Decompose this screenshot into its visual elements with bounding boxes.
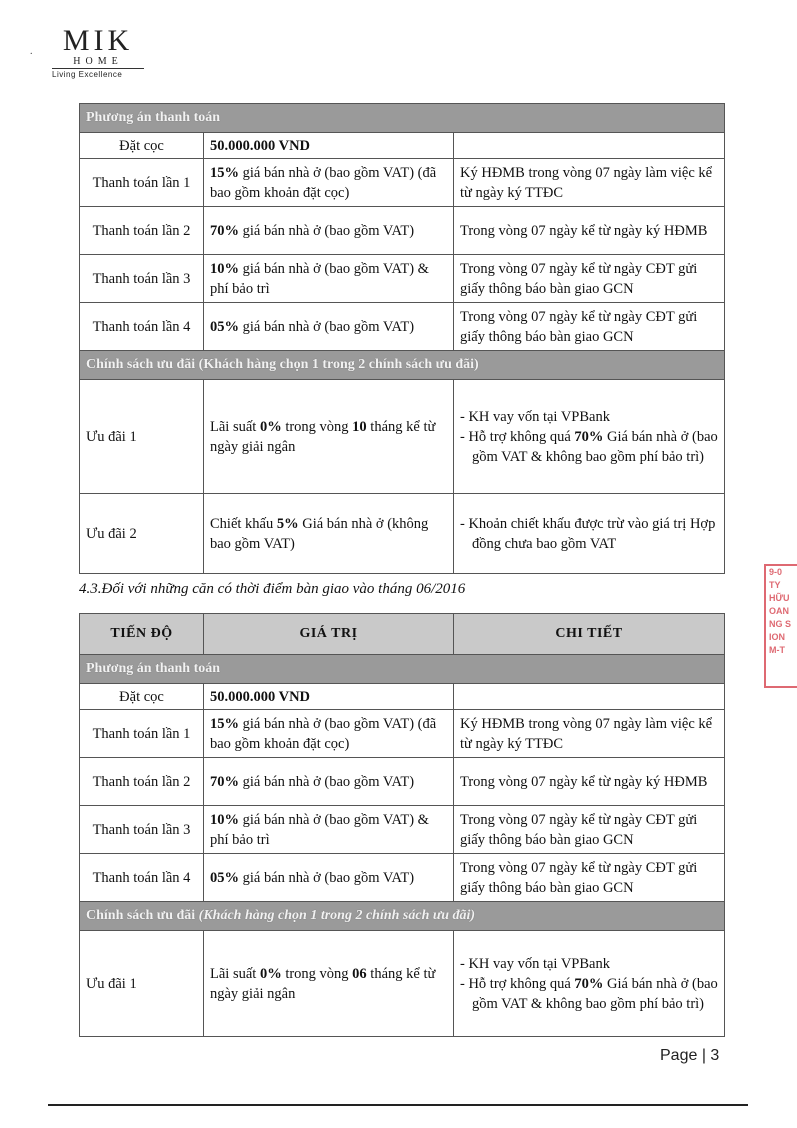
value-bold: 70% — [210, 222, 239, 239]
section-row-incentive — [80, 902, 725, 931]
value-text: giá bán nhà ở (bao gồm VAT) — [239, 773, 415, 790]
row-value — [204, 806, 454, 854]
value-text: - Hỗ trợ không quá — [460, 975, 575, 992]
row-value — [204, 133, 454, 159]
row-detail — [454, 494, 725, 574]
value-text: Giá bán nhà ở (bao gồm VAT & không bao gồm phí bảo trì) — [472, 975, 718, 1012]
section-row-payment — [80, 655, 725, 684]
row-value — [204, 854, 454, 902]
stamp-text: HỮU — [769, 593, 790, 603]
row-value — [204, 758, 454, 806]
section-title: Chính sách ưu đãi (Khách hàng chọn 1 trong 2 chính sách ưu đãi) — [80, 351, 725, 380]
table-row — [80, 207, 725, 255]
section-title-main: Chính sách ưu đãi — [86, 908, 196, 923]
table-row — [80, 710, 725, 758]
table-row — [80, 303, 725, 351]
page-number: Page | 3 — [660, 1047, 720, 1064]
section-row-payment — [80, 104, 725, 133]
row-value — [204, 159, 454, 207]
value-text: Lãi suất — [210, 418, 260, 435]
value-text: Giá bán nhà ở (bao gồm VAT & không bao gồm phí bảo trì) — [472, 428, 718, 465]
header-detail: CHI TIẾT — [454, 614, 725, 655]
row-detail — [454, 684, 725, 710]
row-detail: Trong vòng 07 ngày kể từ ngày ký HĐMB — [454, 207, 725, 255]
table-row — [80, 806, 725, 854]
value-bold: 50.000.000 VND — [210, 688, 311, 705]
logo-tagline: Living Excellence — [52, 70, 123, 79]
stamp-text: M-T — [769, 645, 785, 655]
value-text: - Hỗ trợ không quá — [460, 428, 575, 445]
value-bold: 06 — [352, 965, 367, 982]
row-label: Đặt cọc — [80, 684, 204, 710]
value-bold: 10% — [210, 260, 239, 277]
value-bold: 0% — [259, 418, 282, 435]
table-row — [80, 133, 725, 159]
row-label: Thanh toán lần 4 — [80, 303, 204, 351]
row-label: Thanh toán lần 3 — [80, 255, 204, 303]
value-text: giá bán nhà ở (bao gồm VAT) — [239, 869, 415, 886]
header-progress: TIẾN ĐỘ — [80, 614, 204, 655]
row-detail — [454, 380, 725, 494]
row-label: Ưu đãi 2 — [80, 494, 204, 574]
value-text: trong vòng — [281, 965, 353, 982]
row-label: Thanh toán lần 2 — [80, 207, 204, 255]
red-stamp-fragment — [764, 564, 797, 688]
detail-bullet — [460, 427, 718, 467]
row-detail: Ký HĐMB trong vòng 07 ngày làm việc kể từ ngày ký TTĐC — [454, 710, 725, 758]
value-bold: 05% — [210, 318, 239, 335]
value-text: trong vòng — [281, 418, 353, 435]
row-value — [204, 255, 454, 303]
section-title: Phương án thanh toán — [80, 655, 725, 684]
row-detail: Trong vòng 07 ngày kể từ ngày CĐT gửi giấy thông báo bàn giao GCN — [454, 303, 725, 351]
row-value — [204, 710, 454, 758]
section-title: Phương án thanh toán — [80, 104, 725, 133]
row-value — [204, 303, 454, 351]
table-row — [80, 255, 725, 303]
row-label: Thanh toán lần 3 — [80, 806, 204, 854]
detail-bullet: - Khoản chiết khấu được trừ vào giá trị Hợp đồng chưa bao gồm VAT — [460, 515, 716, 552]
row-label: Ưu đãi 1 — [80, 931, 204, 1037]
value-text: Lãi suất — [210, 965, 260, 982]
value-text: Giá bán nhà ở (không bao gồm VAT) — [210, 515, 429, 552]
section-heading-4-3: 4.3.Đối với những căn có thời điểm bàn giao vào tháng 06/2016 — [79, 581, 466, 597]
row-label: Ưu đãi 1 — [80, 380, 204, 494]
value-text: giá bán nhà ở (bao gồm VAT) & phí bảo trì — [210, 811, 429, 848]
table-row — [80, 931, 725, 1037]
row-value — [204, 380, 454, 494]
logo-divider — [52, 68, 144, 69]
detail-bullet: - KH vay vốn tại VPBank — [460, 408, 610, 425]
row-detail: Ký HĐMB trong vòng 07 ngày làm việc kể từ ngày ký TTĐC — [454, 159, 725, 207]
table-row — [80, 494, 725, 574]
stamp-text: ION — [769, 632, 786, 642]
row-label: Thanh toán lần 4 — [80, 854, 204, 902]
row-detail: Trong vòng 07 ngày kể từ ngày ký HĐMB — [454, 758, 725, 806]
value-bold: 70% — [574, 975, 604, 992]
row-label: Thanh toán lần 1 — [80, 710, 204, 758]
table-row — [80, 684, 725, 710]
value-text: tháng kể từ ngày giải ngân — [210, 965, 436, 1002]
value-bold: 10 — [352, 418, 367, 435]
value-bold: 50.000.000 VND — [210, 137, 311, 154]
row-value — [204, 494, 454, 574]
section-title-sub: (Khách hàng chọn 1 trong 2 chính sách ưu đãi) — [195, 908, 476, 923]
table-header-row — [80, 614, 725, 655]
value-bold: 0% — [259, 965, 282, 982]
row-detail — [454, 931, 725, 1037]
value-bold: 15% — [210, 715, 239, 732]
stamp-text: 9-0 — [769, 567, 783, 577]
row-detail: Trong vòng 07 ngày kể từ ngày CĐT gửi giấy thông báo bàn giao GCN — [454, 806, 725, 854]
logo-sub-text: HOME — [73, 56, 123, 67]
table-row — [80, 159, 725, 207]
value-bold: 5% — [276, 515, 299, 532]
payment-table-2 — [79, 613, 725, 1037]
stamp-text: TY — [769, 580, 781, 590]
stamp-text: OAN — [769, 606, 789, 616]
header-value: GIÁ TRỊ — [204, 614, 454, 655]
table-row — [80, 854, 725, 902]
row-detail: Trong vòng 07 ngày kể từ ngày CĐT gửi giấy thông báo bàn giao GCN — [454, 854, 725, 902]
value-text: Chiết khấu — [210, 515, 277, 532]
value-text: giá bán nhà ở (bao gồm VAT) — [239, 222, 415, 239]
decorative-dot: . — [30, 46, 33, 57]
row-detail — [454, 133, 725, 159]
value-bold: 05% — [210, 869, 239, 886]
row-value — [204, 684, 454, 710]
row-value — [204, 931, 454, 1037]
detail-bullet: - KH vay vốn tại VPBank — [460, 955, 610, 972]
row-value — [204, 207, 454, 255]
stamp-text: NG S — [769, 619, 792, 629]
section-row-incentive — [80, 351, 725, 380]
value-bold: 70% — [210, 773, 239, 790]
row-label: Đặt cọc — [80, 133, 204, 159]
value-bold: 70% — [574, 428, 604, 445]
row-detail: Trong vòng 07 ngày kể từ ngày CĐT gửi giấy thông báo bàn giao GCN — [454, 255, 725, 303]
detail-bullet — [460, 974, 718, 1014]
payment-table-1 — [79, 103, 725, 574]
logo-main-text: MIK — [62, 24, 134, 57]
value-bold: 10% — [210, 811, 239, 828]
value-bold: 15% — [210, 164, 239, 181]
row-label: Thanh toán lần 1 — [80, 159, 204, 207]
value-text: giá bán nhà ở (bao gồm VAT) & phí bảo trì — [210, 260, 429, 297]
company-logo — [52, 26, 144, 79]
table-row — [80, 380, 725, 494]
value-text: giá bán nhà ở (bao gồm VAT) (đã bao gồm khoản đặt cọc) — [210, 164, 437, 201]
row-label: Thanh toán lần 2 — [80, 758, 204, 806]
value-text: giá bán nhà ở (bao gồm VAT) — [239, 318, 415, 335]
value-text: giá bán nhà ở (bao gồm VAT) (đã bao gồm khoản đặt cọc) — [210, 715, 437, 752]
footer-divider — [48, 1104, 748, 1106]
section-title — [80, 902, 725, 931]
value-text: tháng kể từ ngày giải ngân — [210, 418, 436, 455]
table-row — [80, 758, 725, 806]
